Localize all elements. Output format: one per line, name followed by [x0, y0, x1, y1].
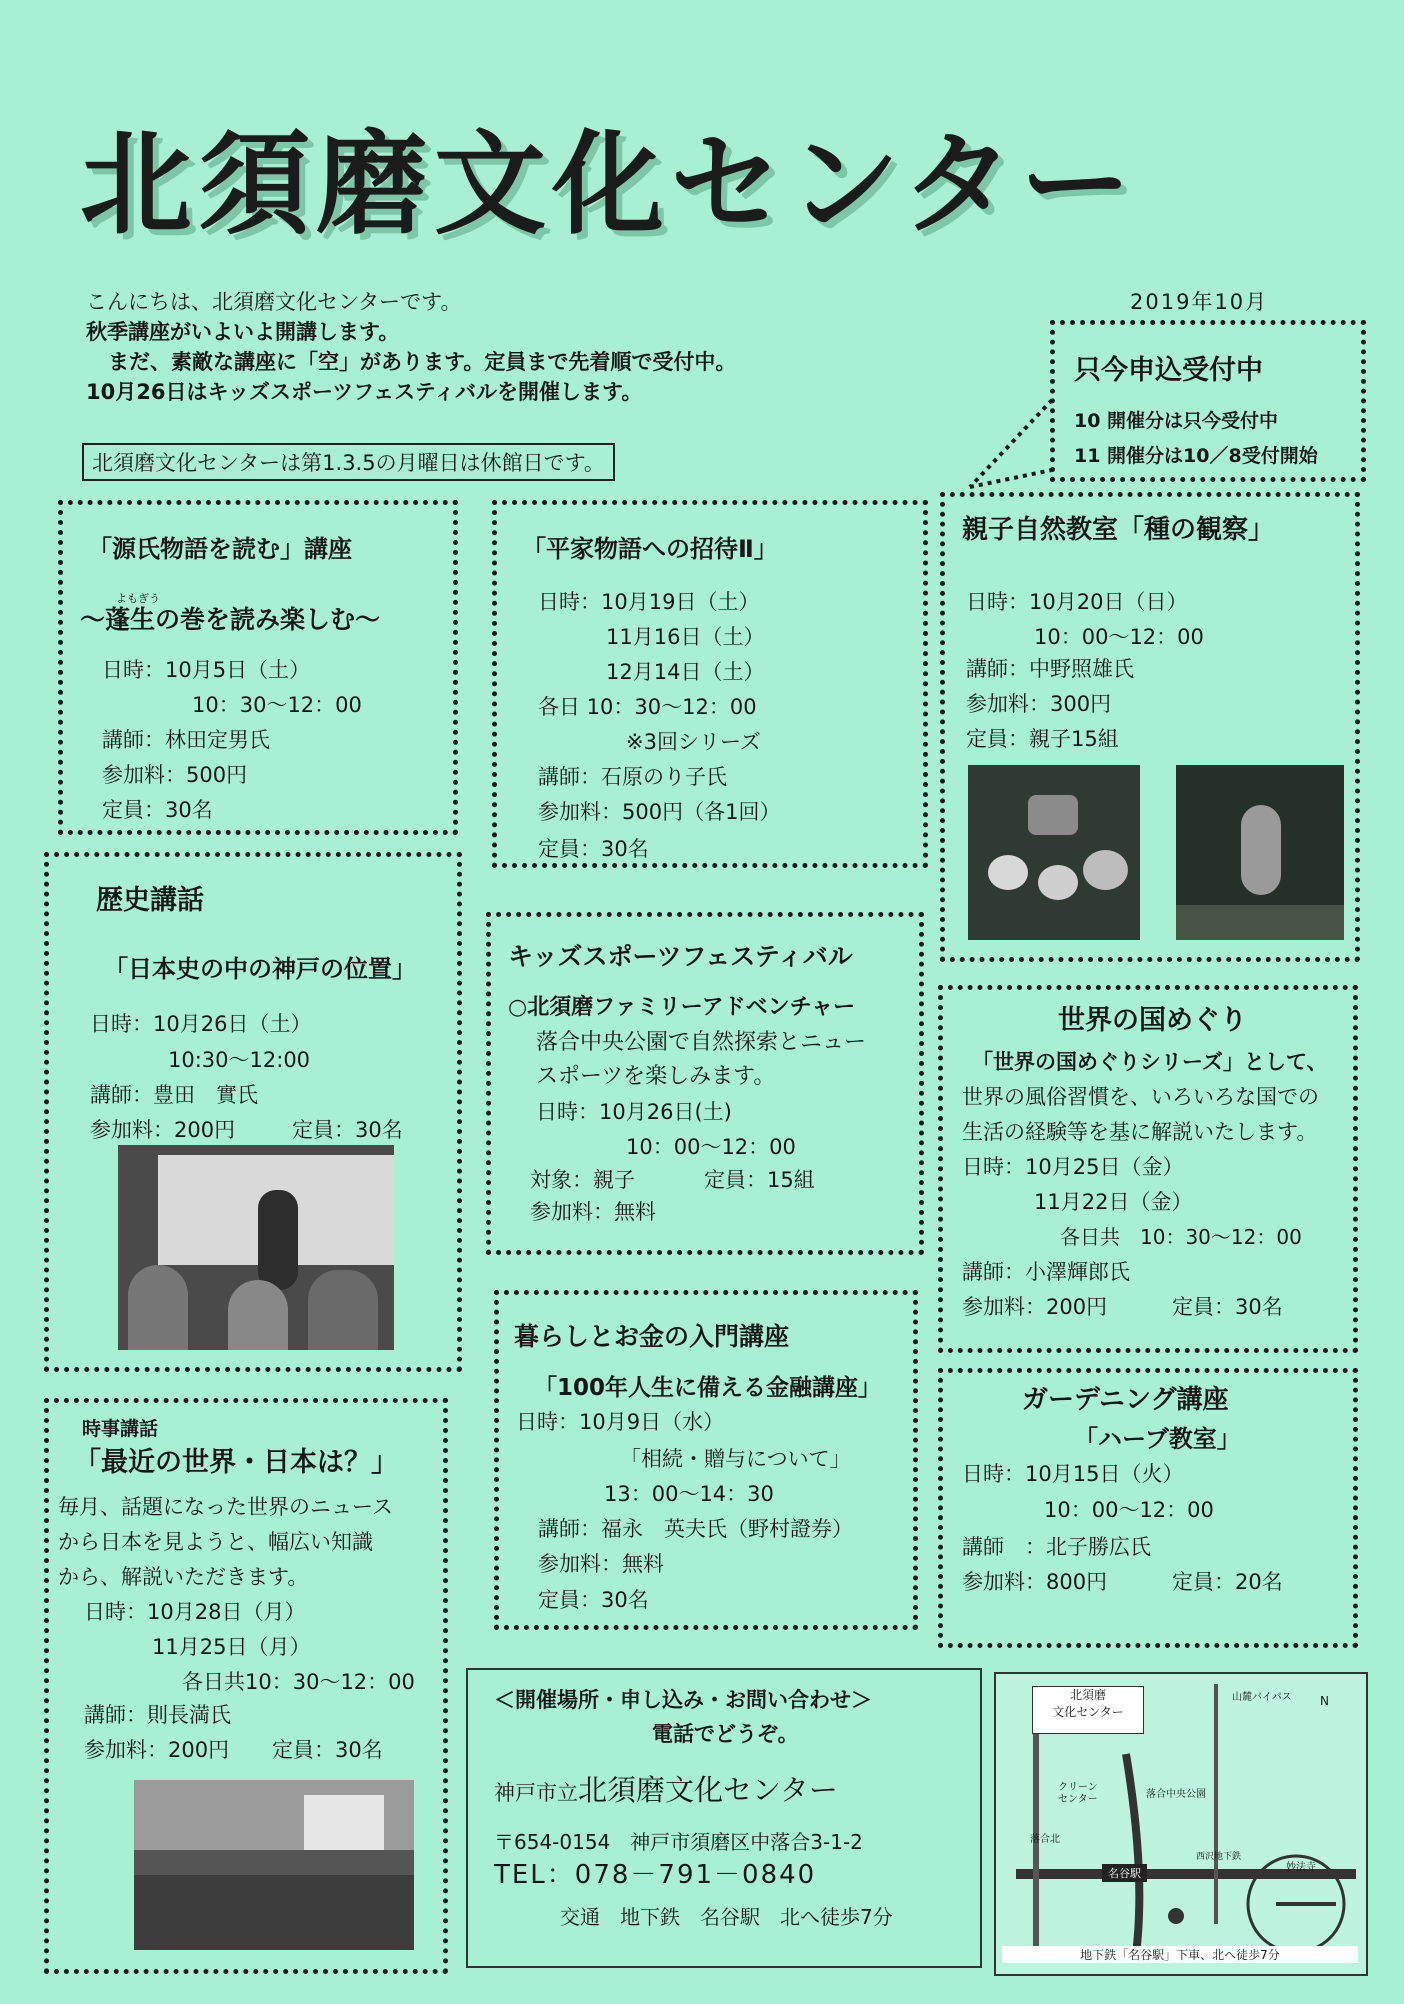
callout-title: 只今申込受付中: [1074, 355, 1263, 386]
contact-heading: ＜開催場所・申し込み・お問い合わせ＞: [494, 1688, 872, 1712]
money-time: 13：00～14：30: [604, 1482, 774, 1506]
nature-capacity: 定員：親子15組: [966, 727, 1119, 751]
callout-pointer: [960, 395, 1060, 495]
genji-time: 10：30～12：00: [192, 693, 362, 717]
history-title: 「日本史の中の神戸の位置」: [104, 955, 416, 983]
garden-title: ガーデニング講座: [1022, 1385, 1229, 1415]
contact-tel: TEL：078－791－0840: [494, 1860, 817, 1890]
nature-fee: 参加料：300円: [966, 692, 1112, 716]
map-park: 落合中央公園: [1146, 1789, 1206, 1800]
contact-org: [494, 1768, 838, 1809]
intro-line-2: 秋季講座がいよいよ開講します。: [86, 320, 400, 344]
callout-line-1: 10 開催分は只今受付中: [1074, 410, 1279, 432]
world-date-1: 日時：10月25日（金）: [962, 1155, 1184, 1179]
history-capacity: 定員：30名: [292, 1118, 403, 1142]
map-north: N: [1320, 1694, 1329, 1708]
nature-lecturer: 講師：中野照雄氏: [966, 657, 1134, 681]
current-fee: 参加料：200円: [84, 1738, 230, 1762]
world-lecturer: 講師：小澤輝郎氏: [962, 1260, 1130, 1284]
current-lecturer: 講師：則長満氏: [84, 1703, 231, 1727]
contact-org-prefix: 神戸市立: [494, 1781, 578, 1805]
garden-date: 日時：10月15日（火）: [962, 1462, 1184, 1486]
genji-capacity: 定員：30名: [102, 798, 213, 822]
garden-subtitle: 「ハーブ教室」: [1074, 1425, 1241, 1453]
page-title: 北須磨文化センター: [80, 120, 1138, 250]
map-station: 名谷駅: [1102, 1864, 1147, 1882]
current-desc-2: から日本を見ようと、幅広い知識: [58, 1530, 373, 1554]
kids-event: ○北須磨ファミリーアドベンチャー: [508, 995, 855, 1020]
map-caption: 地下鉄「名谷駅」下車、北へ徒歩7分: [1002, 1946, 1358, 1963]
money-title: 暮らしとお金の入門講座: [514, 1322, 790, 1351]
map-center-label: [1032, 1686, 1144, 1734]
current-time: 各日共10：30～12：00: [182, 1670, 415, 1694]
heike-date-2: 11月16日（土）: [606, 625, 765, 649]
money-date: 日時：10月9日（水）: [516, 1410, 725, 1434]
closed-notice: 北須磨文化センターは第1.3.5の月曜日は休館日です。: [82, 443, 615, 481]
current-capacity: 定員：30名: [272, 1738, 383, 1762]
history-lecturer: 講師：豊田 實氏: [90, 1083, 258, 1107]
history-time: 10:30～12:00: [168, 1048, 311, 1072]
world-title: 世界の国めぐり: [1058, 1005, 1247, 1036]
kids-capacity: 定員：15組: [704, 1168, 815, 1192]
money-capacity: 定員：30名: [538, 1588, 649, 1612]
map-center-line1: 北須磨: [1069, 1688, 1106, 1702]
map-myohoji: 妙法寺: [1286, 1862, 1316, 1873]
history-fee: 参加料：200円: [90, 1118, 236, 1142]
kids-time: 10：00～12：00: [626, 1135, 796, 1159]
current-title: 「最近の世界・日本は？」: [74, 1447, 398, 1478]
issue-date: 2019年10月: [1130, 290, 1269, 314]
garden-capacity: 定員：20名: [1172, 1570, 1283, 1594]
map-pm: 西沢地下鉄: [1196, 1852, 1242, 1862]
intro-line-3: まだ、素敵な講座に「空」があります。定員まで先着順で受付中。: [108, 350, 737, 374]
nature-date: 日時：10月20日（日）: [966, 590, 1188, 614]
history-date: 日時：10月26日（土）: [90, 1012, 312, 1036]
world-desc-2: 生活の経験等を基に解説いたします。: [962, 1120, 1318, 1144]
world-date-2: 11月22日（金）: [1034, 1190, 1193, 1214]
money-fee: 参加料：無料: [538, 1552, 664, 1576]
garden-fee: 参加料：800円: [962, 1570, 1108, 1594]
money-topic: 「相続・贈与について」: [620, 1447, 851, 1471]
heike-title: 「平家物語への招待Ⅱ」: [522, 535, 778, 563]
current-label: 時事講話: [82, 1418, 159, 1440]
contact-address: 〒654-0154 神戸市須磨区中落合3-1-2: [494, 1830, 863, 1854]
genji-ruby: よもぎう: [116, 592, 160, 605]
world-time: 各日共 10：30～12：00: [1060, 1225, 1302, 1249]
contact-org-name: 北須磨文化センター: [578, 1773, 838, 1807]
map-clean-center: クリーン センター: [1058, 1782, 1098, 1805]
kids-desc-1: 落合中央公園で自然探索とニュー: [536, 1030, 867, 1055]
nature-title: 親子自然教室「種の観察」: [962, 515, 1275, 545]
money-subtitle: 「100年人生に備える金融講座」: [534, 1375, 882, 1401]
current-desc-1: 毎月、話題になった世界のニュース: [58, 1495, 393, 1519]
genji-subtitle: ～蓬生の巻を読み楽しむ～: [80, 605, 381, 634]
money-lecturer: 講師：福永 英夫氏（野村證券）: [538, 1517, 853, 1541]
map-bypass: 山麓バイパス: [1232, 1692, 1292, 1703]
heike-capacity: 定員：30名: [538, 837, 649, 861]
world-series: 「世界の国めぐりシリーズ」として、: [972, 1050, 1328, 1074]
current-date-1: 日時：10月28日（月）: [84, 1600, 306, 1624]
contact-access: 交通 地下鉄 名谷駅 北へ徒歩7分: [560, 1905, 893, 1929]
kids-target: 対象：親子: [530, 1168, 635, 1192]
access-map: [994, 1672, 1368, 1976]
intro-line-4: 10月26日はキッズスポーツフェスティバルを開催します。: [86, 380, 643, 404]
map-center-line2: 文化センター: [1052, 1704, 1124, 1719]
garden-time: 10：00～12：00: [1044, 1498, 1214, 1522]
world-capacity: 定員：30名: [1172, 1295, 1283, 1319]
heike-time: 各日 10：30～12：00: [538, 695, 757, 719]
history-heading: 歴史講話: [96, 885, 204, 916]
current-date-2: 11月25日（月）: [152, 1635, 311, 1659]
world-desc-1: 世界の風俗習慣を、いろいろな国での: [962, 1085, 1319, 1109]
genji-fee: 参加料：500円: [102, 763, 248, 787]
nature-photo-outdoor: [1176, 765, 1344, 940]
heike-date-3: 12月14日（土）: [606, 660, 765, 684]
heike-series: ※3回シリーズ: [626, 730, 761, 754]
heike-lecturer: 講師：石原のり子氏: [538, 765, 727, 789]
history-lecture-photo: [118, 1145, 394, 1350]
genji-date: 日時：10月5日（土）: [102, 658, 311, 682]
heike-fee: 参加料：500円（各1回）: [538, 800, 781, 824]
intro-line-1: こんにちは、北須磨文化センターです。: [86, 290, 462, 314]
map-ochiai: 落合北: [1030, 1834, 1060, 1845]
nature-photo-seeds: [968, 765, 1140, 940]
genji-lecturer: 講師：林田定男氏: [102, 728, 270, 752]
current-lecture-photo: [134, 1780, 414, 1950]
genji-title: 「源氏物語を読む」講座: [88, 535, 352, 563]
kids-title: キッズスポーツフェスティバル: [508, 942, 853, 971]
nature-time: 10：00～12：00: [1034, 625, 1204, 649]
kids-fee: 参加料：無料: [530, 1200, 656, 1224]
world-fee: 参加料：200円: [962, 1295, 1108, 1319]
current-desc-3: から、解説いただきます。: [58, 1565, 309, 1589]
callout-line-2: 11 開催分は10／8受付開始: [1074, 445, 1318, 467]
kids-date: 日時：10月26日(土): [536, 1100, 732, 1124]
heike-date-1: 日時：10月19日（土）: [538, 590, 760, 614]
kids-desc-2: スポーツを楽しみます。: [536, 1064, 776, 1089]
garden-lecturer: 講師 ：北子勝広氏: [962, 1535, 1151, 1559]
contact-phone-note: 電話でどうぞ。: [652, 1722, 799, 1746]
